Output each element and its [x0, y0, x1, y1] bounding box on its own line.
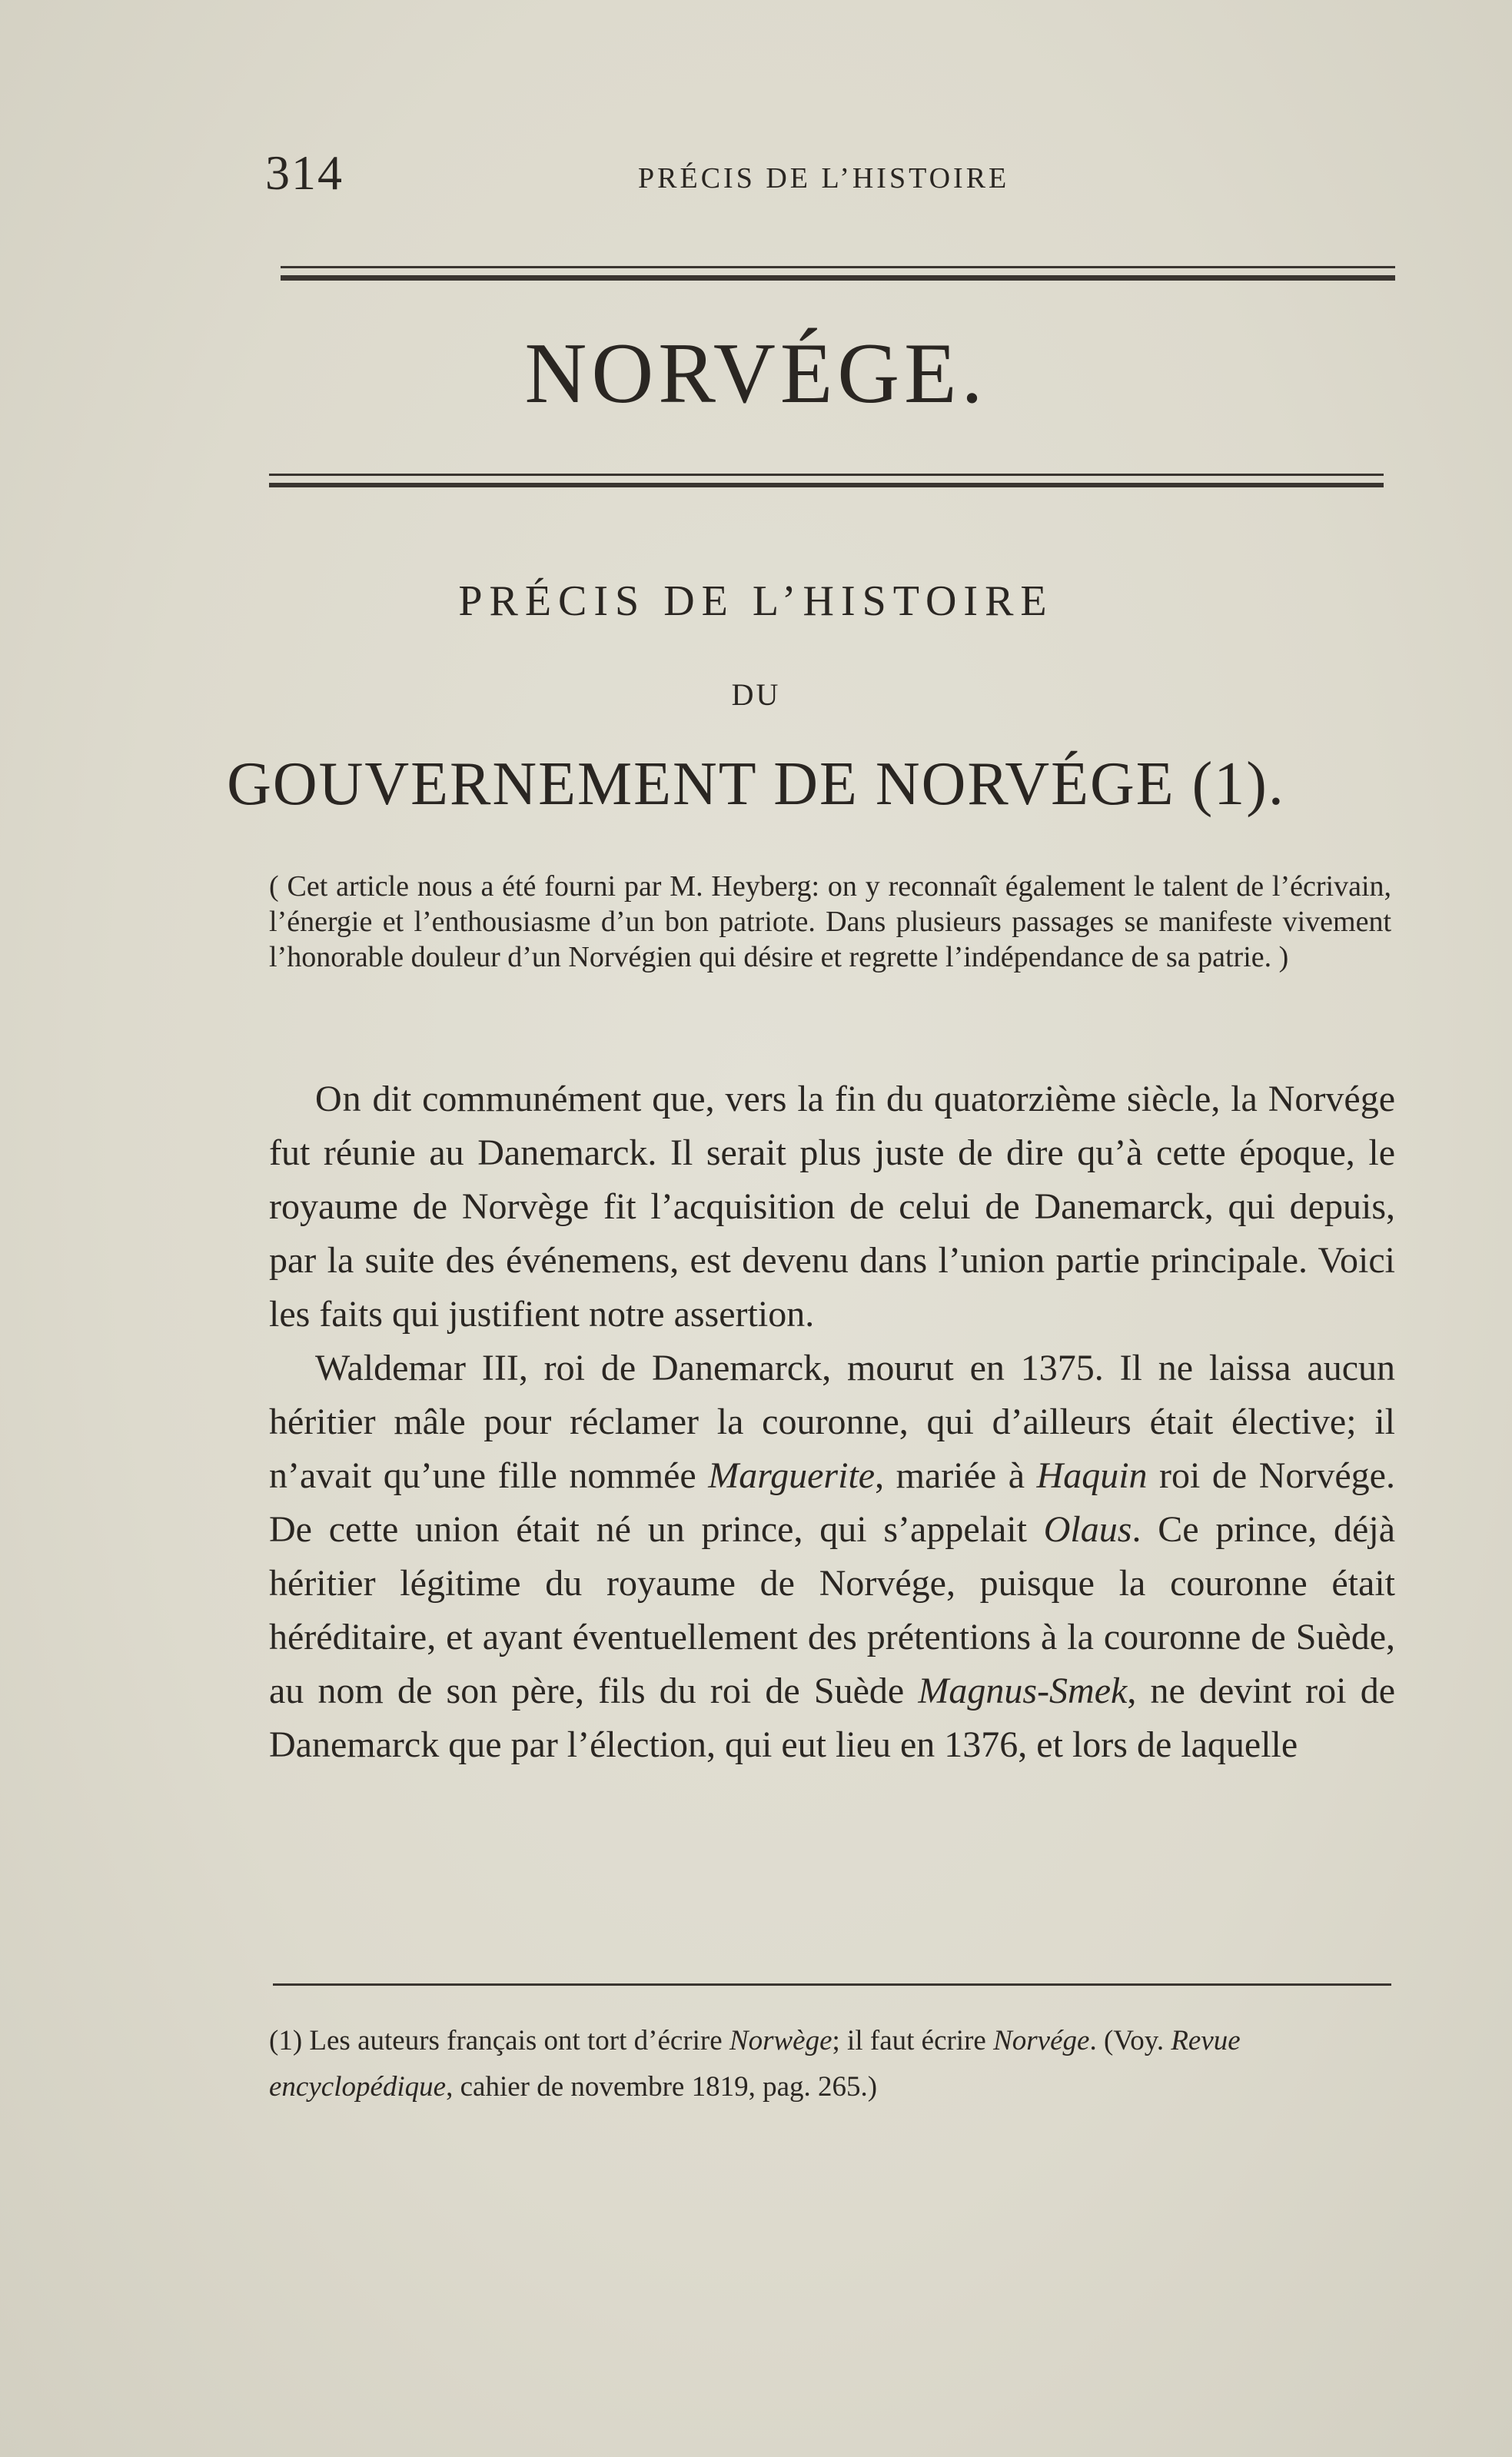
running-head: PRÉCIS DE L’HISTOIRE	[638, 162, 1010, 194]
paragraph-2	[269, 1342, 1395, 1772]
country-title: NORVÉGE.	[524, 326, 988, 421]
footnote-italic-norwege: Norwège	[729, 2025, 832, 2056]
footnote	[269, 2018, 1395, 2110]
article-title-line3: GOUVERNEMENT DE NORVÉGE (1).	[227, 750, 1285, 818]
article-title-line1: PRÉCIS DE L’HISTOIRE	[458, 577, 1054, 625]
article-title-line2: DU	[731, 677, 781, 712]
title-rule-top-thick	[281, 275, 1395, 281]
paragraph-2-text-c: roi de Norvége. De cette union était né un prince, qui s’appelait	[269, 1455, 1395, 1550]
paragraph-2-text-d: . Ce prince, déjà héritier légitime du royaume de Norvége, puisque la couronne était héréditaire, et ayant éventuellement des prétentions à la couronne de Suède, au nom de son père, fils du roi de Suède	[269, 1509, 1395, 1711]
footnote-text-a: (1) Les auteurs français ont tort d’écrire	[269, 2025, 729, 2056]
footnote-text-b: ; il faut écrire	[832, 2025, 994, 2056]
paragraph-lead-word: On	[315, 1079, 362, 1119]
name-marguerite: Marguerite	[708, 1455, 876, 1496]
editor-note: ( Cet article nous a été fourni par M. Heyberg: on y reconnaît également le talent de l’écrivain, l’énergie et l’enthousiasme d’un bon patriote. Dans plusieurs passages se manifeste vivement l’honorable douleur d’un Norvégien qui désire et regrette l’indépendance de sa patrie. )	[269, 870, 1391, 973]
paragraph-2-text-a: Waldemar III, roi de Danemarck, mourut en 1375. Il ne laissa aucun héritier mâle pour réclamer la couronne, qui d’ailleurs était élective; il n’avait qu’une fille nommée	[269, 1348, 1395, 1496]
paragraph-2-text-e: , ne devint roi de Danemarck que par l’élection, qui eut lieu en 1376, et lors de laquelle	[269, 1671, 1396, 1765]
name-magnus-smek: Magnus-Smek	[918, 1671, 1128, 1711]
footnote-italic-revue: Revue encyclopédique	[269, 2025, 1241, 2103]
name-olaus: Olaus	[1043, 1509, 1132, 1550]
title-rule-bottom-thick	[269, 483, 1384, 487]
paragraph-1	[269, 1072, 1395, 1342]
footnote-rule	[273, 1983, 1391, 1986]
footnote-text-d: , cahier de novembre 1819, pag. 265.)	[446, 2071, 878, 2103]
footnote-text-c: . (Voy.	[1089, 2025, 1171, 2056]
name-haquin: Haquin	[1036, 1455, 1148, 1496]
paragraph-1-text: dit communément que, vers la fin du quatorzième siècle, la Norvége fut réunie au Danemarck. Il serait plus juste de dire qu’à cette époque, le royaume de Norvège fit l’acquisition de celui de Danemarck, qui depuis, par la suite des événemens, est devenu dans l’union partie principale. Voici les faits qui justifient notre assertion.	[269, 1079, 1395, 1335]
page-number: 314	[265, 145, 344, 200]
title-rule-top-thin	[281, 266, 1395, 268]
footnote-italic-norvege: Norvége	[993, 2025, 1090, 2056]
title-rule-bottom-thin	[269, 474, 1384, 476]
body-text	[269, 1072, 1395, 1772]
paragraph-2-text-b: , mariée à	[875, 1455, 1037, 1496]
